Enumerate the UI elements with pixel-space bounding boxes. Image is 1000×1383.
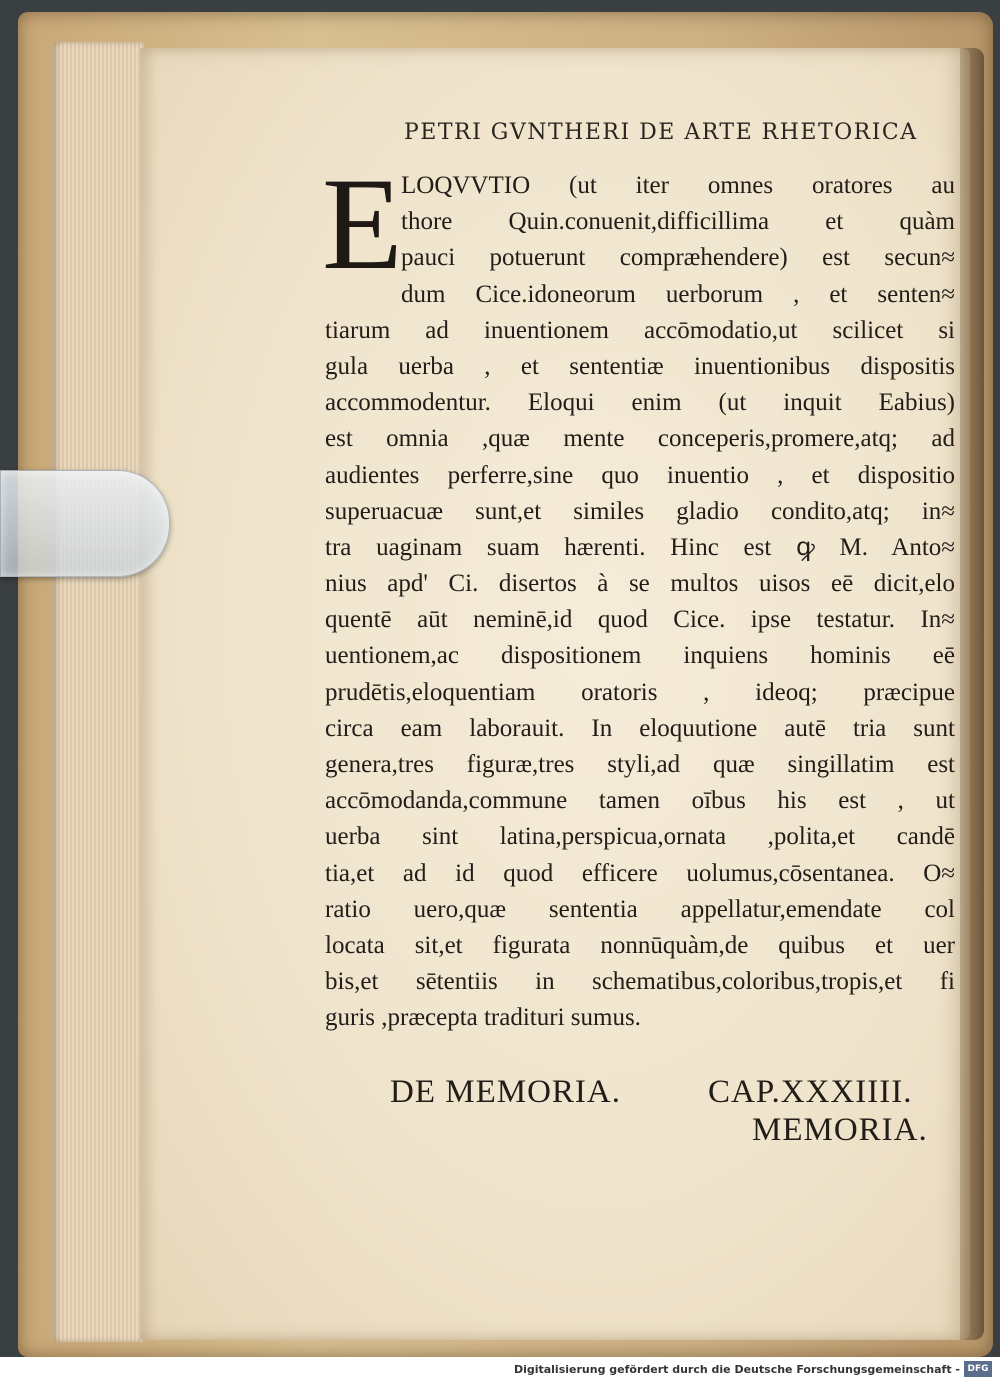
- chapter-number: CAP.XXXIIII.: [708, 1074, 913, 1110]
- text-line: gula uerba , et sententiæ inuentionibus dispositis: [325, 352, 955, 380]
- text-line: uentionem,ac dispositionem inquiens hominis eē: [325, 642, 955, 670]
- text-line: uerba sint latina,perspicua,ornata ,polita,et candē: [325, 823, 955, 851]
- section-subheading: MEMORIA.: [752, 1112, 928, 1148]
- text-line: nius apd' Ci. disertos à se multos uisos eē dicit,elo: [325, 570, 955, 598]
- text-line: genera,tres figuræ,tres styli,ad quæ singillatim est: [325, 751, 955, 778]
- text-line: LOQVVTIO (ut iter omnes oratores au: [401, 172, 955, 199]
- running-head: PETRI GVNTHERI DE ARTE RHETORICA: [404, 120, 918, 145]
- text-line: pauci potuerunt compræhendere) est secun≈: [401, 244, 955, 272]
- text-line: quentē aūt neminē,id quod Cice. ipse testatur. In≈: [325, 606, 955, 634]
- text-line: locata sit,et figurata nonnūquàm,de quibus et uer: [325, 931, 955, 959]
- text-line: ratio uero,quæ sententia appellatur,emendate col: [325, 895, 955, 923]
- page-stack-edge: [52, 42, 144, 1342]
- text-line: tiarum ad inuentionem accōmodatio,ut scilicet si: [325, 316, 955, 344]
- footer-credit: Digitalisierung gefördert durch die Deutsche Forschungsgemeinschaft -: [513, 1363, 960, 1376]
- text-line: dum Cice.idoneorum uerborum , et senten≈: [401, 280, 955, 308]
- text-line: superuacuæ sunt,et similes gladio condito,atq; in≈: [325, 497, 955, 525]
- text-line-last: guris ,præcepta tradituri sumus.: [325, 1004, 641, 1032]
- text-line: accommodentur. Eloqui enim (ut inquit Eabius): [325, 389, 955, 417]
- page-gutter-shadow: [960, 48, 984, 1340]
- section-heading: DE MEMORIA.: [390, 1074, 621, 1110]
- body-text: [325, 168, 955, 1037]
- text-line: tra uaginam suam hærenti. Hinc est ꝙ M. Anto≈: [325, 533, 955, 561]
- text-line: prudētis,eloquentiam oratoris , ideoq; præcipue: [325, 678, 955, 706]
- text-line: thore Quin.conuenit,difficillima et quàm: [401, 208, 955, 236]
- text-line: accōmodanda,commune tamen oībus his est , ut: [325, 787, 955, 815]
- text-line: est omnia ,quæ mente conceperis,promere,atq; ad: [325, 425, 955, 453]
- text-line: tia,et ad id quod efficere uolumus,cōsentanea. O≈: [325, 859, 955, 887]
- dfg-logo-icon: DFG: [964, 1361, 992, 1377]
- text-line: audientes perferre,sine quo inuentio , et dispositio: [325, 461, 955, 489]
- text-line: circa eam laborauit. In eloquutione autē tria sunt: [325, 714, 955, 742]
- text-line: bis,et sētentiis in schematibus,coloribus,tropis,et fi: [325, 968, 955, 996]
- decorated-initial: E: [322, 150, 403, 297]
- page-holder-clip: [0, 470, 170, 577]
